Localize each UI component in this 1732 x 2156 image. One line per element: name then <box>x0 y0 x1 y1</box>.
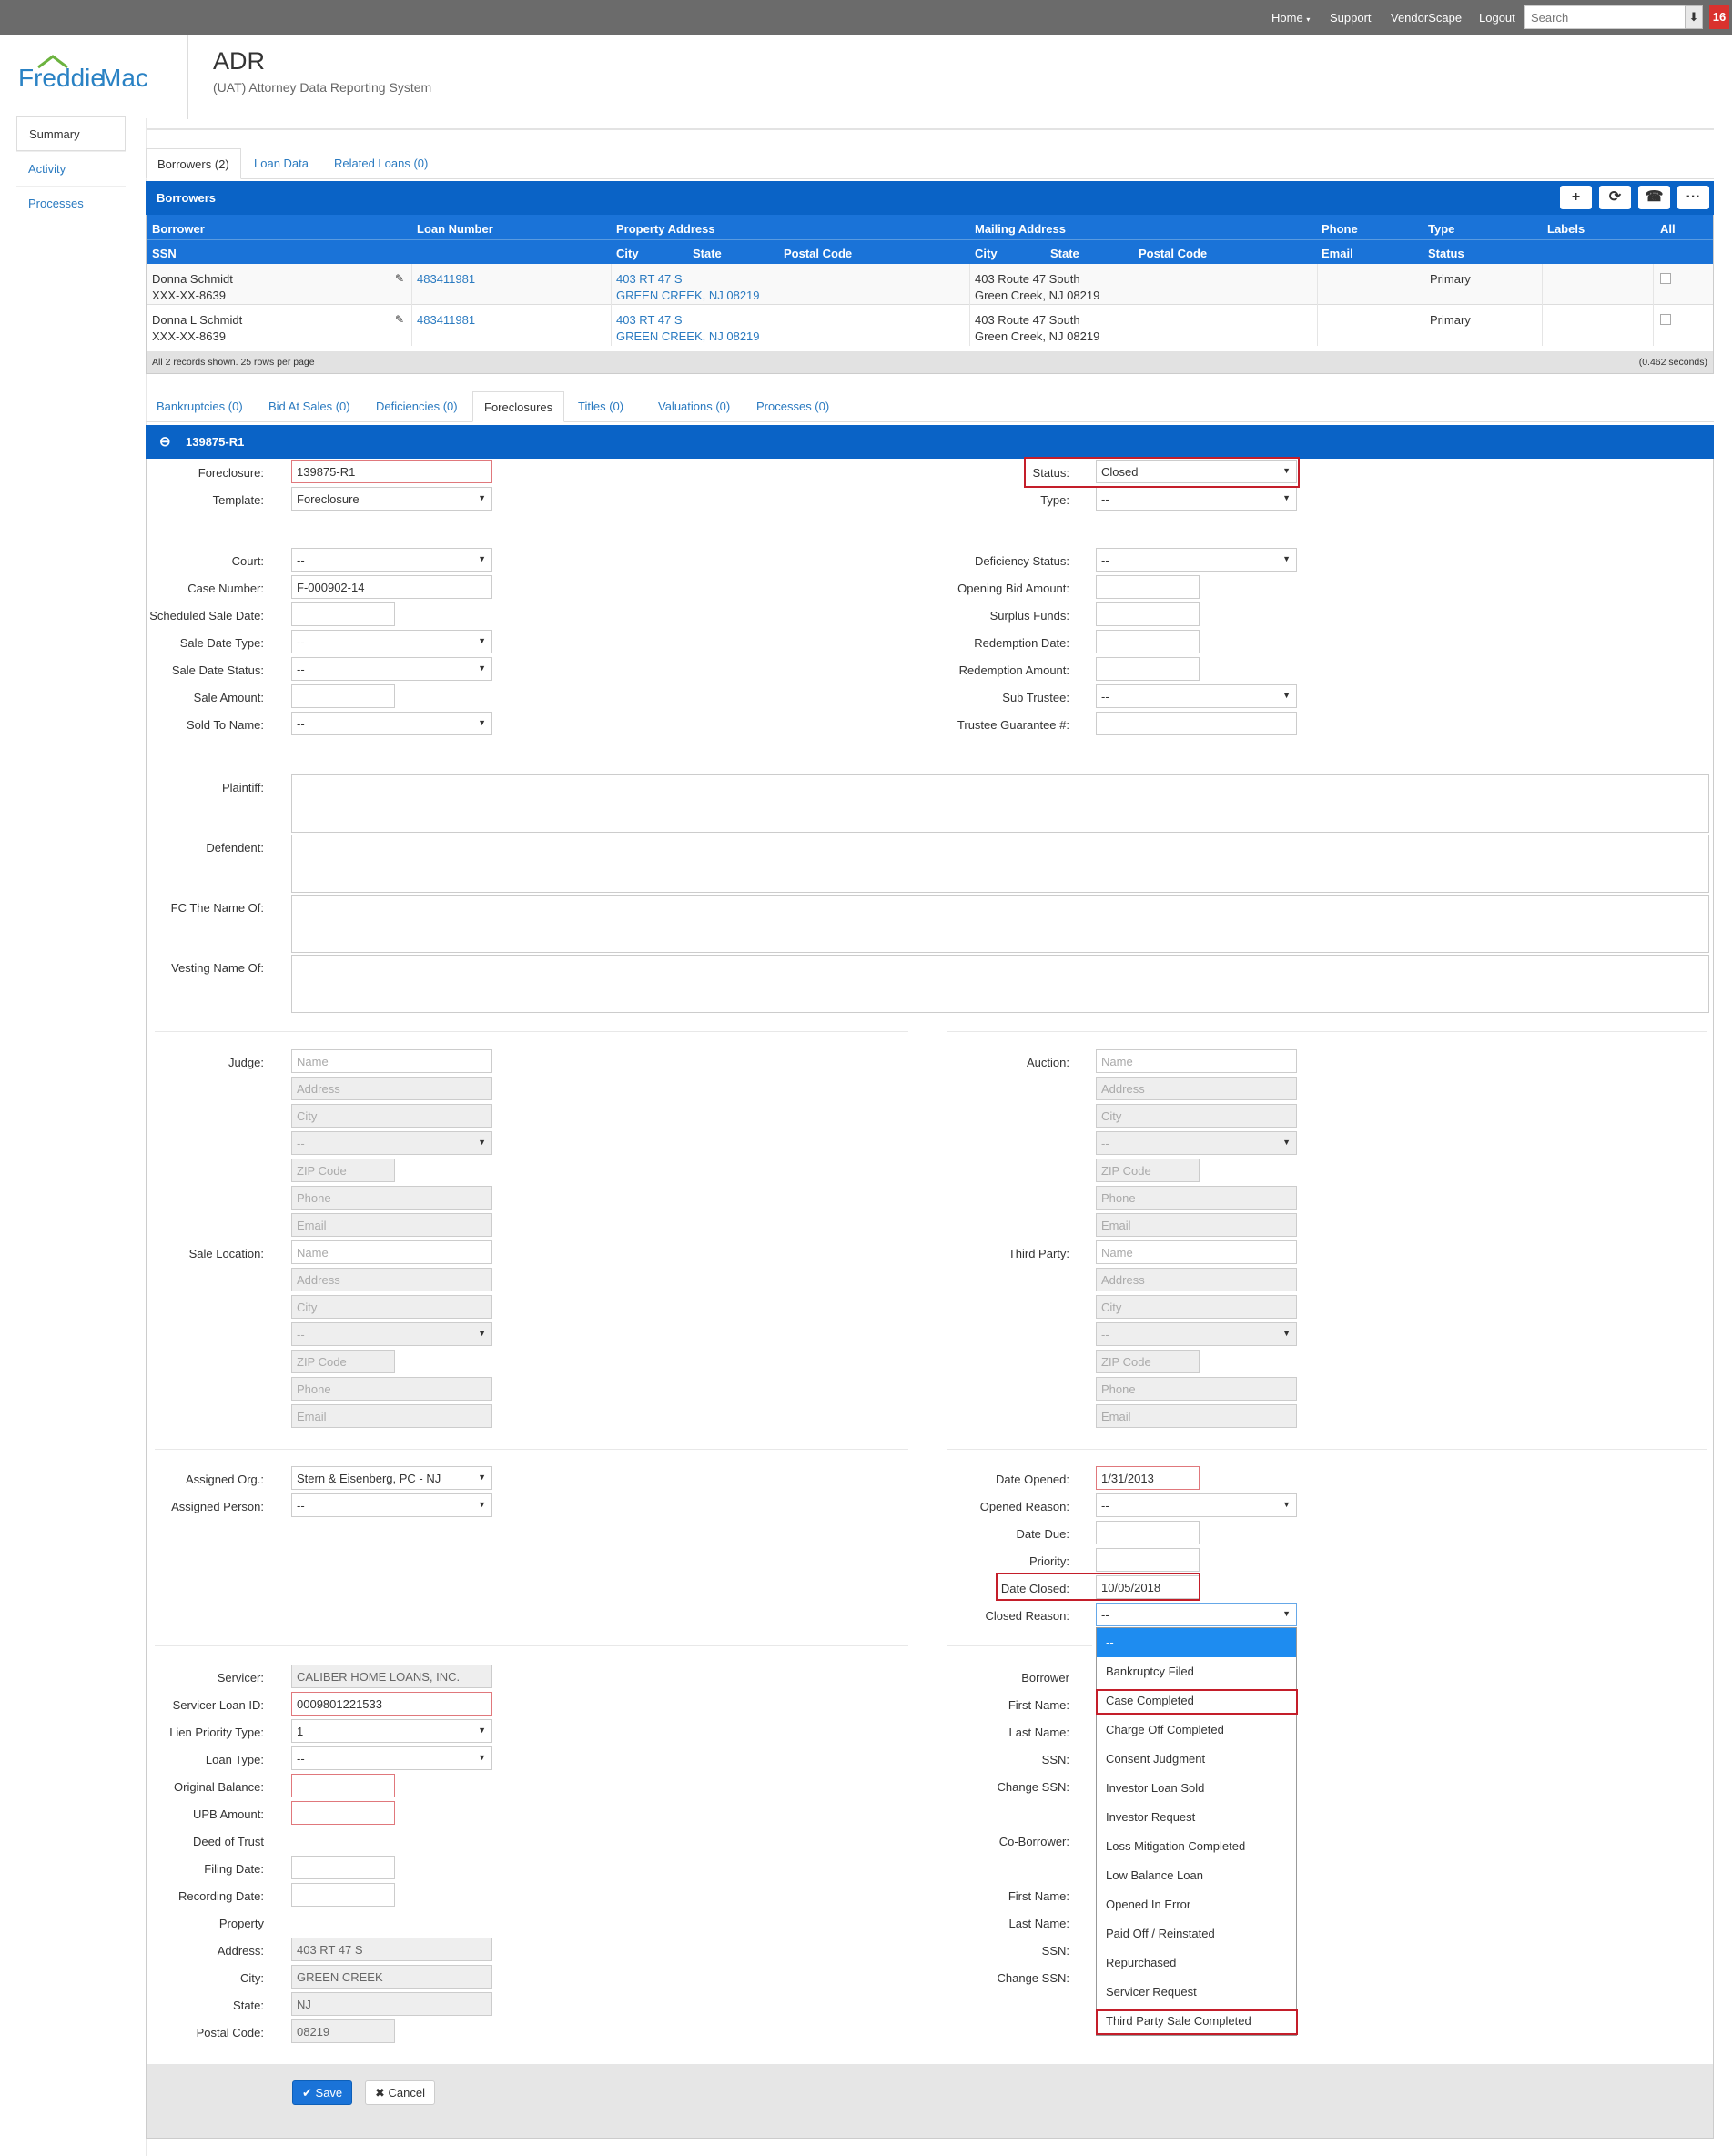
collapse-icon[interactable]: ⊖ <box>159 434 171 450</box>
section-divider <box>947 1031 1707 1032</box>
sale-location-address-input[interactable]: Address <box>291 1268 492 1291</box>
mailing-address: 403 Route 47 South <box>975 272 1080 286</box>
nav-home-label: Home <box>1271 11 1303 25</box>
co-last-name-label: Last Name: <box>1008 1917 1069 1930</box>
caret-down-icon: ▼ <box>478 663 486 673</box>
dropdown-option[interactable]: Third Party Sale Completed <box>1106 2014 1251 2028</box>
col-separator <box>611 264 612 346</box>
col-property-address[interactable]: Property Address <box>616 222 715 236</box>
tab-borrowers[interactable]: Borrowers (2) <box>146 148 241 179</box>
section-divider <box>155 1031 908 1032</box>
deficiency-status-value: -- <box>1101 553 1109 567</box>
co-ssn-label: SSN: <box>1041 1944 1069 1958</box>
third-party-state-select[interactable] <box>1096 1322 1297 1346</box>
records-summary: All 2 records shown. 25 rows per page <box>152 357 315 368</box>
third-party-zip-input[interactable]: ZIP Code <box>1096 1350 1200 1373</box>
nav-logout[interactable]: Logout <box>1479 11 1515 25</box>
caret-down-icon: ▼ <box>478 1726 486 1735</box>
caret-down-icon: ▼ <box>1282 691 1291 700</box>
app-subtitle: (UAT) Attorney Data Reporting System <box>213 80 432 95</box>
change-ssn-label: Change SSN: <box>997 1780 1069 1794</box>
caret-down-icon: ▼ <box>478 1753 486 1762</box>
logo-text-freddie: Freddie <box>18 64 105 92</box>
judge-phone-input[interactable]: Phone <box>291 1186 492 1210</box>
foreclosure-label: Foreclosure: <box>198 466 264 480</box>
servicer-input[interactable]: CALIBER HOME LOANS, INC. <box>291 1665 492 1688</box>
address-label: Address: <box>217 1944 264 1958</box>
upb-amount-input[interactable] <box>291 1801 395 1825</box>
third-party-state-value: -- <box>1101 1328 1109 1341</box>
sub-trustee-value: -- <box>1101 690 1109 703</box>
tab-valuations[interactable]: Valuations (0) <box>658 400 731 413</box>
logo-text-mac: Mac <box>100 64 148 92</box>
defendent-label: Defendent: <box>206 841 264 855</box>
fc-name-of-textarea[interactable] <box>291 895 1709 953</box>
mailing-city: Green Creek, NJ 08219 <box>975 329 1100 343</box>
property-label: Property <box>218 1917 264 1930</box>
filing-date-input[interactable] <box>291 1856 395 1879</box>
judge-email-input[interactable]: Email <box>291 1213 492 1237</box>
sidebar-item-summary[interactable]: Summary <box>16 116 126 151</box>
case-completed-highlight-box <box>1096 1689 1298 1715</box>
sale-date-type-select[interactable] <box>291 630 492 653</box>
type-value: -- <box>1101 492 1109 506</box>
sale-date-status-value: -- <box>297 663 305 676</box>
date-closed-highlight-box <box>996 1573 1200 1601</box>
third-party-sale-highlight-box <box>1096 2009 1298 2035</box>
add-icon[interactable]: + <box>1560 186 1592 209</box>
mailing-address: 403 Route 47 South <box>975 313 1080 327</box>
third-party-city-input[interactable]: City <box>1096 1295 1297 1319</box>
loan-type-value: -- <box>297 1752 305 1766</box>
foreclosure-panel-header <box>146 425 1714 459</box>
property-state-input[interactable]: NJ <box>291 1992 492 2016</box>
sale-date-type-value: -- <box>297 635 305 649</box>
surplus-funds-input[interactable] <box>1096 602 1200 626</box>
sold-to-name-label: Sold To Name: <box>186 718 264 732</box>
dropdown-option[interactable]: Paid Off / Reinstated <box>1106 1927 1215 1940</box>
mailing-city: Green Creek, NJ 08219 <box>975 288 1100 302</box>
last-name-label: Last Name: <box>1008 1726 1069 1739</box>
postal-code-label: Postal Code: <box>196 2026 264 2040</box>
third-party-email-input[interactable]: Email <box>1096 1404 1297 1428</box>
assigned-org-select[interactable] <box>291 1466 492 1490</box>
tab-foreclosures[interactable]: Foreclosures <box>472 391 564 422</box>
opened-reason-value: -- <box>1101 1499 1109 1513</box>
servicer-loan-id-label: Servicer Loan ID: <box>172 1698 264 1712</box>
status-highlight-box <box>1024 457 1300 488</box>
dropdown-option[interactable]: -- <box>1097 1628 1296 1657</box>
col-labels[interactable]: Labels <box>1547 222 1585 236</box>
type-select[interactable] <box>1096 487 1297 511</box>
sale-location-name-input[interactable]: Name <box>291 1240 492 1264</box>
lien-priority-type-select[interactable] <box>291 1719 492 1743</box>
closed-reason-select[interactable] <box>1096 1603 1297 1626</box>
sidebar <box>16 116 126 220</box>
recording-date-input[interactable] <box>291 1883 395 1907</box>
borrower-name: Donna L Schmidt <box>152 313 243 327</box>
refresh-icon[interactable]: ⟳ <box>1599 186 1631 209</box>
col-separator <box>1317 264 1318 346</box>
caret-down-icon: ▼ <box>1282 1138 1291 1147</box>
dropdown-option[interactable]: Low Balance Loan <box>1106 1868 1203 1882</box>
dropdown-option[interactable]: Case Completed <box>1106 1694 1194 1707</box>
section-divider <box>947 1449 1707 1450</box>
dropdown-option[interactable]: Bankruptcy Filed <box>1106 1665 1194 1678</box>
city-label: City: <box>240 1971 264 1985</box>
auction-name-input[interactable]: Name <box>1096 1049 1297 1073</box>
col-email[interactable]: Email <box>1322 247 1353 260</box>
header-bottom-border <box>146 128 1714 130</box>
search-input[interactable] <box>1524 5 1686 29</box>
vesting-name-of-label: Vesting Name Of: <box>171 961 264 975</box>
caret-down-icon: ▼ <box>478 493 486 502</box>
dropdown-option[interactable]: Investor Request <box>1106 1810 1196 1824</box>
borrower-type: Primary <box>1430 313 1471 327</box>
tab-related-loans[interactable]: Related Loans (0) <box>334 157 429 170</box>
priority-input[interactable] <box>1096 1548 1200 1572</box>
sub-trustee-label: Sub Trustee: <box>1002 691 1069 704</box>
auction-state-value: -- <box>1101 1137 1109 1150</box>
close-icon: ✖ <box>375 2086 385 2100</box>
third-party-address-input[interactable]: Address <box>1096 1268 1297 1291</box>
nav-support[interactable]: Support <box>1330 11 1372 25</box>
sold-to-name-select[interactable] <box>291 712 492 735</box>
auction-email-input[interactable]: Email <box>1096 1213 1297 1237</box>
sale-location-state-value: -- <box>297 1328 305 1341</box>
property-address-link[interactable]: 403 RT 47 S <box>616 313 683 327</box>
sale-location-email-input[interactable]: Email <box>291 1404 492 1428</box>
tab-bid-at-sales[interactable]: Bid At Sales (0) <box>268 400 350 413</box>
date-opened-input[interactable]: 1/31/2013 <box>1096 1466 1200 1490</box>
lien-priority-type-label: Lien Priority Type: <box>169 1726 264 1739</box>
dropdown-option[interactable]: Investor Loan Sold <box>1106 1781 1205 1795</box>
sale-location-city-input[interactable]: City <box>291 1295 492 1319</box>
template-select[interactable] <box>291 487 492 511</box>
tab-titles[interactable]: Titles (0) <box>578 400 624 413</box>
col-borrower[interactable]: Borrower <box>152 222 205 236</box>
assigned-person-select[interactable] <box>291 1493 492 1517</box>
sale-location-phone-input[interactable]: Phone <box>291 1377 492 1401</box>
borrower-type: Primary <box>1430 272 1471 286</box>
auction-label: Auction: <box>1027 1056 1069 1069</box>
first-name-label: First Name: <box>1008 1698 1069 1712</box>
sale-date-type-label: Sale Date Type: <box>179 636 264 650</box>
priority-label: Priority: <box>1028 1554 1069 1568</box>
sale-location-zip-input[interactable]: ZIP Code <box>291 1350 395 1373</box>
query-time: (0.462 seconds) <box>1638 357 1707 368</box>
co-change-ssn-label: Change SSN: <box>997 1971 1069 1985</box>
caret-down-icon: ▼ <box>478 718 486 727</box>
vesting-name-of-textarea[interactable] <box>291 955 1709 1013</box>
surplus-funds-label: Surplus Funds: <box>989 609 1069 623</box>
dropdown-option[interactable]: Charge Off Completed <box>1106 1723 1224 1736</box>
original-balance-label: Original Balance: <box>174 1780 264 1794</box>
save-button-label: Save <box>315 2086 343 2100</box>
opened-reason-label: Opened Reason: <box>979 1500 1069 1513</box>
third-party-label: Third Party: <box>1008 1247 1069 1260</box>
loan-tabs <box>146 148 1714 179</box>
col-mailing-address[interactable]: Mailing Address <box>975 222 1066 236</box>
status-label: Status: <box>1032 466 1069 480</box>
caret-down-icon: ▼ <box>478 1329 486 1338</box>
phone-icon[interactable]: ☎ <box>1638 186 1670 209</box>
caret-down-icon: ▼ <box>1282 1329 1291 1338</box>
co-borrower-label: Co-Borrower: <box>998 1835 1069 1848</box>
caret-down-icon: ▼ <box>478 554 486 563</box>
auction-zip-input[interactable]: ZIP Code <box>1096 1159 1200 1182</box>
borrower-ssn: XXX-XX-8639 <box>152 288 226 302</box>
edit-icon[interactable]: ✎ <box>395 272 405 285</box>
col-separator <box>1542 264 1543 346</box>
recording-date-label: Recording Date: <box>178 1889 264 1903</box>
header-divider-line <box>147 239 1713 240</box>
property-city-link[interactable]: GREEN CREEK, NJ 08219 <box>616 329 760 343</box>
col-mail-state[interactable]: State <box>1050 247 1079 260</box>
cancel-button-label: Cancel <box>388 2086 425 2100</box>
header-divider <box>187 35 188 119</box>
check-icon: ✔ <box>302 2086 312 2100</box>
table-footer <box>147 351 1713 373</box>
template-value: Foreclosure <box>297 492 360 506</box>
auction-state-select[interactable] <box>1096 1131 1297 1155</box>
cancel-button[interactable] <box>365 2080 435 2105</box>
borrowers-table-body <box>147 264 1713 351</box>
plaintiff-label: Plaintiff: <box>221 781 264 795</box>
section-divider <box>155 1645 908 1646</box>
sale-location-state-select[interactable] <box>291 1322 492 1346</box>
opened-reason-select[interactable] <box>1096 1493 1297 1517</box>
borrower-ssn: XXX-XX-8639 <box>152 329 226 343</box>
loan-type-label: Loan Type: <box>205 1753 264 1766</box>
deficiency-status-select[interactable] <box>1096 548 1297 572</box>
auction-address-input[interactable]: Address <box>1096 1077 1297 1100</box>
date-due-label: Date Due: <box>1016 1527 1069 1541</box>
closed-reason-value: -- <box>1101 1608 1109 1622</box>
assigned-org-value: Stern & Eisenberg, PC - NJ <box>297 1472 441 1485</box>
col-separator <box>1653 264 1654 346</box>
foreclosure-header-title: 139875-R1 <box>186 435 245 449</box>
state-label: State: <box>233 1999 264 2012</box>
judge-zip-input[interactable]: ZIP Code <box>291 1159 395 1182</box>
table-row[interactable] <box>147 264 1713 305</box>
judge-name-input[interactable]: Name <box>291 1049 492 1073</box>
servicer-label: Servicer: <box>217 1671 264 1685</box>
date-due-input[interactable] <box>1096 1521 1200 1544</box>
sale-date-status-label: Sale Date Status: <box>171 663 264 677</box>
date-closed-label: Date Closed: <box>1000 1582 1069 1595</box>
col-mail-city[interactable]: City <box>975 247 998 260</box>
caret-down-icon: ▼ <box>1282 466 1291 475</box>
template-label: Template: <box>212 493 264 507</box>
deficiency-status-label: Deficiency Status: <box>974 554 1069 568</box>
caret-down-icon: ▼ <box>1282 1500 1291 1509</box>
scheduled-sale-date-input[interactable] <box>291 602 395 626</box>
fc-name-of-label: FC The Name Of: <box>170 901 264 915</box>
defendent-textarea[interactable] <box>291 835 1709 893</box>
loan-number-link[interactable]: 483411981 <box>417 272 476 286</box>
third-party-phone-input[interactable]: Phone <box>1096 1377 1297 1401</box>
col-prop-city[interactable]: City <box>616 247 639 260</box>
freddie-mac-logo[interactable] <box>18 55 155 91</box>
date-closed-input[interactable]: 10/05/2018 <box>1096 1575 1200 1599</box>
app-title: ADR <box>213 47 266 75</box>
sale-date-status-select[interactable] <box>291 657 492 681</box>
notification-badge[interactable]: 16 <box>1709 5 1729 29</box>
trustee-guarantee-label: Trustee Guarantee #: <box>957 718 1069 732</box>
deed-of-trust-label: Deed of Trust <box>192 1835 264 1848</box>
borrowers-panel-title: Borrowers <box>157 191 217 205</box>
col-separator <box>411 264 412 346</box>
col-prop-state[interactable]: State <box>693 247 722 260</box>
process-tabs <box>146 391 1714 422</box>
tab-deficiencies[interactable]: Deficiencies (0) <box>376 400 458 413</box>
auction-phone-input[interactable]: Phone <box>1096 1186 1297 1210</box>
borrowers-panel-header <box>146 181 1714 215</box>
redemption-amount-label: Redemption Amount: <box>958 663 1069 677</box>
sale-amount-label: Sale Amount: <box>193 691 264 704</box>
assigned-person-label: Assigned Person: <box>171 1500 264 1513</box>
redemption-date-input[interactable] <box>1096 630 1200 653</box>
dropdown-option[interactable]: Opened In Error <box>1106 1898 1191 1911</box>
trustee-guarantee-input[interactable] <box>1096 712 1297 735</box>
upb-amount-label: UPB Amount: <box>192 1807 264 1821</box>
edit-icon[interactable]: ✎ <box>395 313 405 326</box>
assigned-org-label: Assigned Org.: <box>186 1473 264 1486</box>
original-balance-input[interactable] <box>291 1774 395 1797</box>
nav-vendorscape[interactable]: VendorScape <box>1391 11 1463 25</box>
col-all[interactable]: All <box>1660 222 1676 236</box>
row-checkbox[interactable] <box>1660 273 1671 284</box>
judge-label: Judge: <box>228 1056 264 1069</box>
caret-down-icon: ▼ <box>478 1138 486 1147</box>
borrowers-table-header <box>147 215 1713 264</box>
sub-trustee-select[interactable] <box>1096 684 1297 708</box>
case-number-input[interactable]: F-000902-14 <box>291 575 492 599</box>
borrower-section-label: Borrower <box>1021 1671 1069 1685</box>
nav-home[interactable] <box>1271 11 1310 25</box>
dropdown-option[interactable]: Repurchased <box>1106 1956 1177 1969</box>
case-number-label: Case Number: <box>187 582 264 595</box>
col-mail-postal[interactable]: Postal Code <box>1139 247 1208 260</box>
date-opened-label: Date Opened: <box>996 1473 1069 1486</box>
caret-down-icon: ▼ <box>1282 1609 1291 1618</box>
sale-location-label: Sale Location: <box>188 1247 264 1260</box>
court-select[interactable] <box>291 548 492 572</box>
tab-bankruptcies[interactable]: Bankruptcies (0) <box>157 400 243 413</box>
download-icon[interactable]: ⬇ <box>1685 5 1703 29</box>
loan-type-select[interactable] <box>291 1746 492 1770</box>
ssn-label: SSN: <box>1041 1753 1069 1766</box>
filing-date-label: Filing Date: <box>204 1862 264 1876</box>
property-city-link[interactable]: GREEN CREEK, NJ 08219 <box>616 288 760 302</box>
more-icon[interactable]: ··· <box>1677 186 1709 209</box>
judge-city-input[interactable]: City <box>291 1104 492 1128</box>
sold-to-name-value: -- <box>297 717 305 731</box>
sidebar-item-activity[interactable]: Activity <box>16 151 126 186</box>
court-value: -- <box>297 553 305 567</box>
servicer-loan-id-input[interactable]: 0009801221533 <box>291 1692 492 1716</box>
opening-bid-input[interactable] <box>1096 575 1200 599</box>
lien-priority-type-value: 1 <box>297 1725 304 1738</box>
section-divider <box>155 1449 908 1450</box>
caret-down-icon: ▼ <box>1282 493 1291 502</box>
col-prop-postal[interactable]: Postal Code <box>784 247 853 260</box>
caret-down-icon: ▼ <box>478 1500 486 1509</box>
col-phone[interactable]: Phone <box>1322 222 1358 236</box>
redemption-date-label: Redemption Date: <box>974 636 1069 650</box>
plaintiff-textarea[interactable] <box>291 774 1709 833</box>
status-value: Closed <box>1101 465 1139 479</box>
top-navbar <box>0 0 1732 35</box>
third-party-name-input[interactable]: Name <box>1096 1240 1297 1264</box>
judge-address-input[interactable]: Address <box>291 1077 492 1100</box>
col-type[interactable]: Type <box>1428 222 1455 236</box>
property-address-link[interactable]: 403 RT 47 S <box>616 272 683 286</box>
tab-processes[interactable]: Processes (0) <box>756 400 830 413</box>
property-city-input[interactable]: GREEN CREEK <box>291 1965 492 1989</box>
caret-down-icon: ▼ <box>478 636 486 645</box>
borrower-name: Donna Schmidt <box>152 272 233 286</box>
type-label: Type: <box>1040 493 1069 507</box>
redemption-amount-input[interactable] <box>1096 657 1200 681</box>
property-address-input[interactable]: 403 RT 47 S <box>291 1938 492 1961</box>
dropdown-option[interactable]: Servicer Request <box>1106 1985 1197 1999</box>
section-divider <box>947 1645 1092 1646</box>
court-label: Court: <box>231 554 264 568</box>
assigned-person-value: -- <box>297 1499 305 1513</box>
col-separator <box>969 264 970 346</box>
loan-number-link[interactable]: 483411981 <box>417 313 476 327</box>
col-loan-number[interactable]: Loan Number <box>417 222 493 236</box>
judge-state-select[interactable] <box>291 1131 492 1155</box>
form-footer <box>147 2064 1713 2138</box>
property-postal-input[interactable]: 08219 <box>291 2019 395 2043</box>
judge-state-value: -- <box>297 1137 305 1150</box>
foreclosure-input[interactable]: 139875-R1 <box>291 460 492 483</box>
sale-amount-input[interactable] <box>291 684 395 708</box>
dropdown-option[interactable]: Loss Mitigation Completed <box>1106 1839 1246 1853</box>
save-button[interactable] <box>292 2080 352 2105</box>
chevron-down-icon: ▾ <box>1306 15 1311 24</box>
sidebar-item-processes[interactable]: Processes <box>16 186 126 220</box>
opening-bid-label: Opening Bid Amount: <box>957 582 1069 595</box>
col-status[interactable]: Status <box>1428 247 1464 260</box>
scheduled-sale-date-label: Scheduled Sale Date: <box>149 609 264 623</box>
row-checkbox[interactable] <box>1660 314 1671 325</box>
caret-down-icon: ▼ <box>1282 554 1291 563</box>
dropdown-option[interactable]: Consent Judgment <box>1106 1752 1206 1766</box>
caret-down-icon: ▼ <box>478 1473 486 1482</box>
table-row[interactable] <box>147 305 1713 346</box>
tab-loan-data[interactable]: Loan Data <box>254 157 309 170</box>
auction-city-input[interactable]: City <box>1096 1104 1297 1128</box>
closed-reason-label: Closed Reason: <box>985 1609 1069 1623</box>
co-first-name-label: First Name: <box>1008 1889 1069 1903</box>
col-ssn[interactable]: SSN <box>152 247 177 260</box>
